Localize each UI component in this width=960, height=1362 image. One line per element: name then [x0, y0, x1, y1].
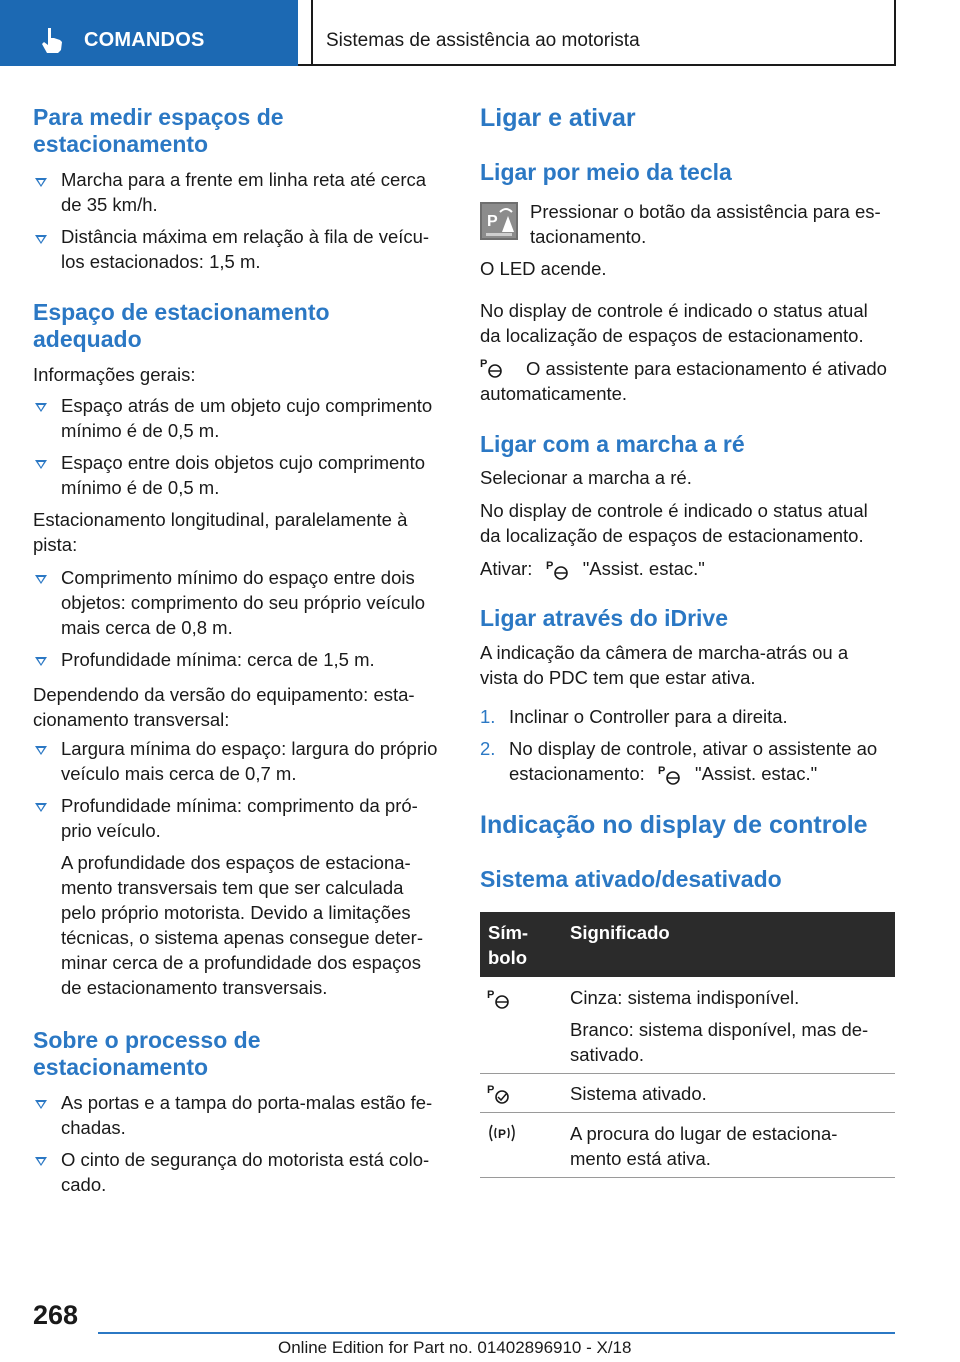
svg-text:P: P	[480, 358, 488, 370]
table-header	[480, 912, 895, 977]
parking-assist-off-icon	[487, 987, 511, 1011]
paragraph: A indicação da câmera de marcha-atrás ou a vista do PDC tem que estar ativa.	[480, 642, 849, 688]
bullet-marker	[35, 460, 47, 469]
footer-rule	[98, 1332, 895, 1334]
step-item: Inclinar o Controller para a direita.	[509, 706, 788, 727]
header-divider	[894, 0, 896, 66]
list-item: O cinto de segurança do motorista está colo- cado.	[61, 1149, 430, 1195]
step-item: No display de controle, ativar o assistente ao estacionamento: P "Assist. estac."	[509, 736, 877, 787]
parking-button-icon	[480, 202, 518, 240]
bullet-marker	[35, 657, 47, 666]
heading-space: Espaço de estacionamento adequado	[33, 299, 330, 352]
bullet-marker	[35, 235, 47, 244]
table-divider	[480, 1177, 895, 1178]
paragraph: O LED acende.	[480, 258, 607, 279]
list-item: Marcha para a frente em linha reta até cerca de 35 km/h.	[61, 169, 427, 215]
paragraph: No display de controle é indicado o status atual da localização de espaços de estacionamento.	[480, 500, 868, 546]
table-divider	[480, 1073, 895, 1074]
header-underline	[298, 64, 896, 66]
paragraph: Informações gerais:	[33, 364, 196, 385]
column-header-symbol: Sím- bolo	[488, 922, 529, 968]
paragraph: No display de controle é indicado o status atual da localização de espaços de estacionamento.	[480, 300, 868, 346]
parking-assist-on-icon	[487, 1082, 511, 1106]
paragraph: Selecionar a marcha a ré.	[480, 467, 692, 488]
page-number: 268	[33, 1300, 79, 1330]
table-cell: A procura do lugar de estaciona- mento está ativa.	[570, 1123, 838, 1169]
svg-text:P: P	[487, 213, 498, 230]
svg-text:P: P	[545, 560, 553, 573]
parking-assist-icon	[658, 763, 682, 787]
paragraph: Ativar: P "Assist. estac."	[480, 556, 705, 582]
list-item: Comprimento mínimo do espaço entre dois objetos: comprimento do seu próprio veículo mais cerca de 0,8 m.	[61, 567, 426, 638]
bullet-marker	[35, 403, 47, 412]
svg-text:P: P	[487, 1084, 495, 1096]
bullet-marker	[35, 803, 47, 812]
heading-process: Sobre o processo de estacionamento	[33, 1027, 261, 1080]
chapter-label: COMANDOS	[84, 29, 205, 51]
paragraph: Dependendo da versão do equipamento: esta- cionamento transversal:	[33, 684, 415, 730]
heading-indication: Indicação no display de controle	[480, 811, 868, 839]
bullet-marker	[35, 746, 47, 755]
list-item: Espaço entre dois objetos cujo comprimento mínimo é de 0,5 m.	[61, 452, 426, 498]
bullet-marker	[35, 1100, 47, 1109]
parking-assist-icon	[546, 558, 570, 582]
table-cell: Cinza: sistema indisponível.	[570, 987, 800, 1008]
list-item: Distância máxima em relação à fila de veícu- los estacionados: 1,5 m.	[61, 226, 430, 272]
heading-activate: Ligar e ativar	[480, 104, 636, 132]
hand-pointer-icon	[38, 26, 66, 54]
table-cell: Branco: sistema disponível, mas de- sativado.	[570, 1019, 869, 1065]
list-item: As portas e a tampa do porta-malas estão fe- chadas.	[61, 1092, 433, 1138]
list-item: Largura mínima do espaço: largura do próprio veículo mais cerca de 0,7 m.	[61, 738, 438, 784]
edition-text: Online Edition for Part no. 01402896910 - X/18	[278, 1338, 632, 1357]
step-number: 1.	[480, 706, 496, 727]
heading-system: Sistema ativado/desativado	[480, 866, 782, 892]
heading-reverse: Ligar com a marcha a ré	[480, 431, 745, 457]
parking-search-icon	[487, 1122, 515, 1144]
svg-text:P: P	[657, 765, 666, 778]
svg-text:P: P	[487, 989, 495, 1001]
paragraph: O assistente para estacionamento é ativado automaticamente.	[480, 358, 887, 404]
table-cell: Sistema ativado.	[570, 1083, 707, 1104]
paragraph: Estacionamento longitudinal, paralelamente à pista:	[33, 509, 408, 555]
bullet-marker	[35, 178, 47, 187]
table-divider	[480, 1112, 895, 1113]
list-item: Espaço atrás de um objeto cujo comprimento mínimo é de 0,5 m.	[61, 395, 433, 441]
list-item: Profundidade mínima: cerca de 1,5 m.	[61, 649, 375, 670]
column-header-meaning: Significado	[570, 922, 670, 943]
step-number: 2.	[480, 738, 496, 759]
paragraph: Pressionar o botão da assistência para es- tacionamento.	[530, 201, 881, 247]
bullet-marker	[35, 1157, 47, 1166]
header-divider	[311, 0, 313, 66]
list-item: Profundidade mínima: comprimento da pró- prio veículo.	[61, 795, 418, 841]
bullet-marker	[35, 575, 47, 584]
heading-button: Ligar por meio da tecla	[480, 159, 732, 185]
heading-idrive: Ligar através do iDrive	[480, 605, 728, 631]
heading-measure: Para medir espaços de estacionamento	[33, 104, 284, 157]
chapter-tab	[0, 0, 298, 66]
svg-text:P: P	[498, 1127, 507, 1141]
page-title: Sistemas de assistência ao motorista	[326, 30, 640, 51]
note-paragraph: A profundidade dos espaços de estaciona- mento transversais tem que ser calculada pelo próprio motorista. Devido a limitações técnicas, o sistema apenas consegue deter- minar cerca de a profundidade dos espaços de estacionamento transversais.	[61, 852, 423, 998]
